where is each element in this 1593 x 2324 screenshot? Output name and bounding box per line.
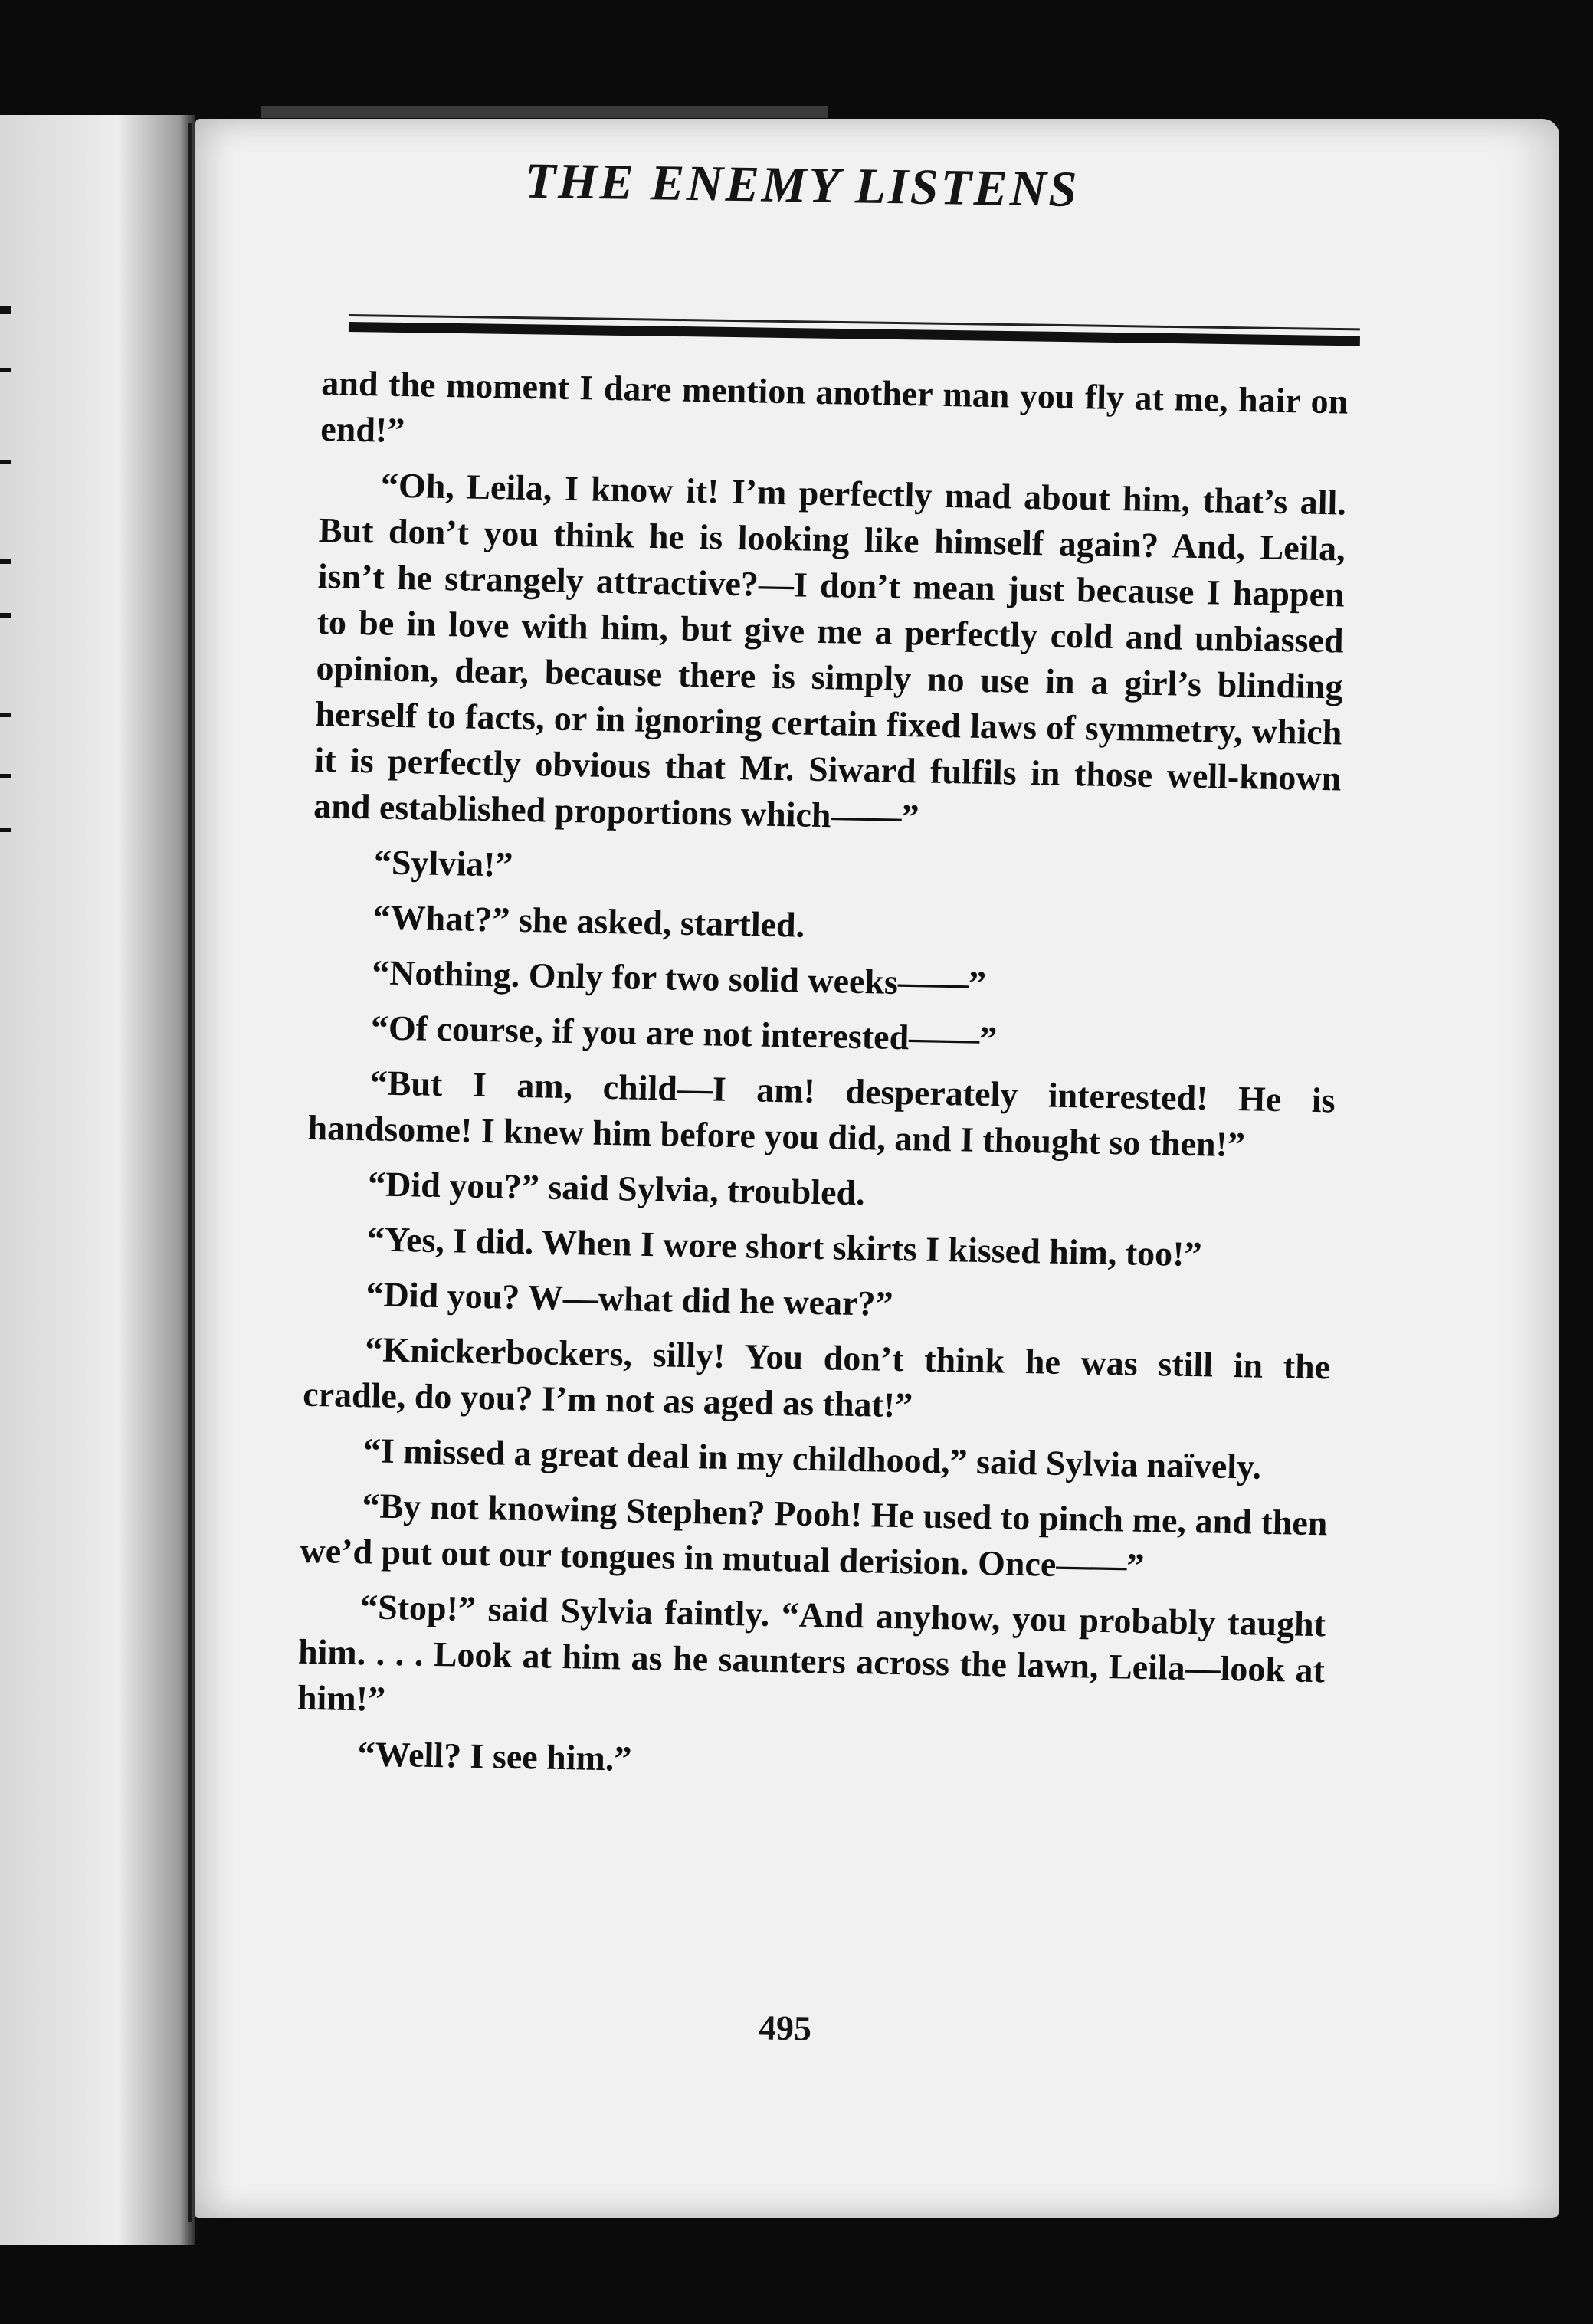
facing-page-text-fragment: [0, 713, 11, 717]
paragraph: “Knickerbockers, silly! You don’t think he was still in the cradle, do you? I’m not as aged as that!”: [302, 1329, 1331, 1425]
paragraph: and the moment I dare mention another man you fly at me, hair on end!”: [320, 362, 1349, 450]
facing-page-text-fragment: [0, 306, 11, 314]
paragraph: “Well? I see him.”: [357, 1734, 632, 1778]
facing-page-text-fragment: [0, 613, 11, 618]
facing-page-text-fragment: [0, 460, 11, 464]
body-text: [296, 360, 1349, 1804]
paragraph: “Of course, if you are not interested——”: [370, 1008, 998, 1059]
paragraph: “But I am, child—I am! desperately interested! He is handsome! I knew him before you did, and I thought so then!”: [307, 1063, 1336, 1165]
paragraph: “By not knowing Stephen? Pooh! He used to pinch me, and then we’d put out our tongues in mutual derision. Once——”: [300, 1486, 1328, 1585]
facing-page-text-fragment: [0, 559, 11, 564]
page-top-edge: [261, 106, 828, 118]
paragraph: “Stop!” said Sylvia faintly. “And anyhow, you probably taught him. . . . Look at him as he saunters across the lawn, Leila—look at him!”: [297, 1587, 1326, 1719]
facing-page-text-fragment: [0, 368, 11, 372]
facing-page-text-fragment: [0, 828, 11, 832]
paragraph: “I missed a great deal in my childhood,” said Sylvia naïvely.: [362, 1431, 1262, 1487]
paragraph: “Did you? W—what did he wear?”: [365, 1274, 893, 1323]
page-number: 495: [758, 2008, 812, 2048]
paragraph: “Yes, I did. When I wore short skirts I kissed him, too!”: [366, 1219, 1202, 1274]
paragraph: “Did you?” said Sylvia, troubled.: [367, 1164, 866, 1213]
paragraph: “Oh, Leila, I know it! I’m perfectly mad about him, that’s all. But don’t you think he is looking like himself again? And, Leila, isn’t he strangely attractive?—I don’t mean just because I happen to be in love with him, but give me a perfectly cold and unbiassed opinion, dear, because there is simply no use in a girl’s blinding herself to facts, or in ignoring certain fixed laws of symmetry, which it is perfectly obvious that Mr. Siward fulfils in those well-known and established proportions which——”: [313, 465, 1347, 837]
paragraph: “Nothing. Only for two solid weeks——”: [371, 952, 987, 1004]
facing-page-text-fragment: [0, 774, 11, 778]
running-head: THE ENEMY LISTENS: [524, 152, 1080, 218]
paragraph: “Sylvia!”: [373, 842, 513, 884]
paragraph: “What?” she asked, startled.: [372, 897, 805, 945]
book-spine: [188, 123, 192, 2222]
facing-page-edge: [0, 115, 195, 2245]
